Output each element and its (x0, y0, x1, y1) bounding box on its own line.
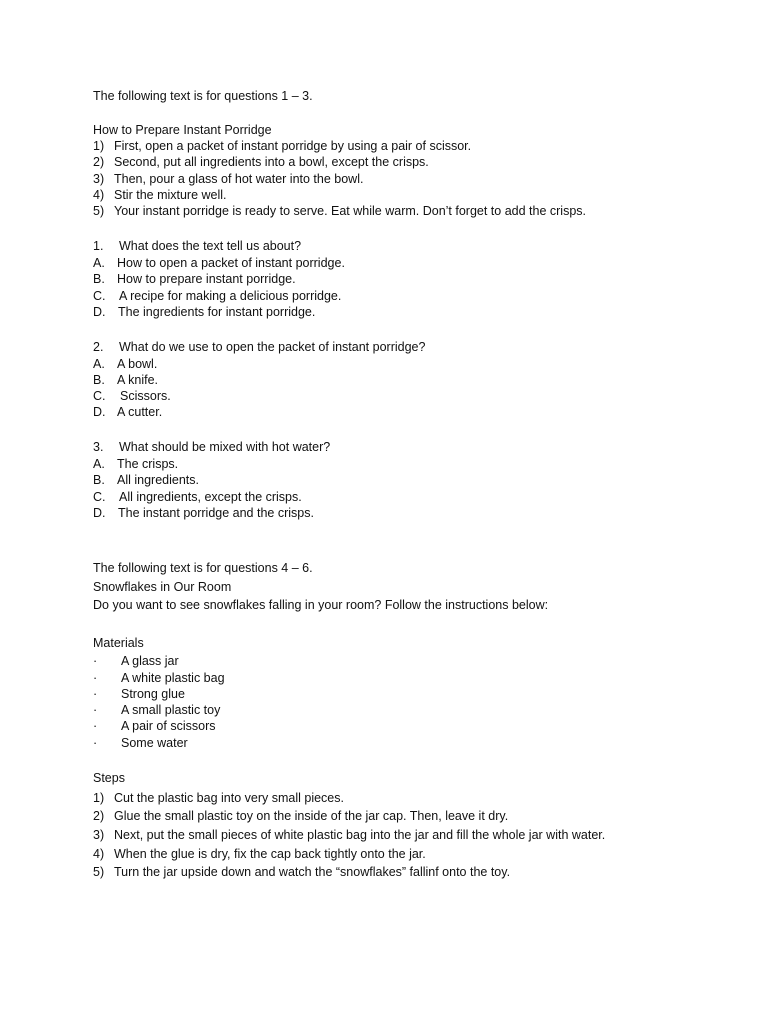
bullet-icon: · (93, 736, 98, 750)
instruction-step (93, 790, 344, 806)
step-text: When the glue is dry, fix the cap back tightly onto the jar. (114, 847, 426, 861)
option-letter: D. (93, 405, 106, 419)
option-letter: B. (93, 272, 105, 286)
option-letter: D. (93, 506, 106, 520)
answer-option[interactable] (93, 472, 199, 488)
option-text: A recipe for making a delicious porridge. (119, 289, 342, 303)
procedure-step (93, 187, 227, 203)
material-item (93, 702, 220, 718)
step-number: 5) (93, 865, 105, 879)
answer-option[interactable] (93, 356, 157, 372)
bullet-icon: · (93, 654, 98, 668)
step-text: Cut the plastic bag into very small pieces. (114, 791, 344, 805)
answer-option[interactable] (93, 304, 315, 320)
option-text: All ingredients, except the crisps. (119, 490, 302, 504)
step-number: 2) (93, 809, 105, 823)
answer-option[interactable] (93, 456, 178, 472)
option-letter: C. (93, 389, 106, 403)
step-number: 4) (93, 188, 105, 202)
step-number: 2) (93, 155, 105, 169)
question-text: What does the text tell us about? (119, 239, 302, 253)
option-letter: A. (93, 357, 105, 371)
procedure-step (93, 138, 471, 154)
instruction-step (93, 864, 510, 880)
step-text: Turn the jar upside down and watch the “snowflakes” fallinf onto the toy. (114, 865, 511, 879)
option-text: How to open a packet of instant porridge. (117, 256, 345, 270)
question-number: 2. (93, 340, 104, 354)
material-item (93, 653, 179, 669)
materials-heading: Materials (93, 636, 144, 650)
answer-option[interactable] (93, 288, 341, 304)
step-text: Then, pour a glass of hot water into the bowl. (114, 172, 364, 186)
answer-option[interactable] (93, 271, 296, 287)
question-text: What do we use to open the packet of instant porridge? (119, 340, 426, 354)
bullet-icon: · (93, 671, 98, 685)
step-number: 1) (93, 791, 105, 805)
step-text: Next, put the small pieces of white plastic bag into the jar and fill the whole jar with water. (114, 828, 606, 842)
instruction-step (93, 808, 508, 824)
question-number: 3. (93, 440, 104, 454)
answer-option[interactable] (93, 489, 302, 505)
instruction-step (93, 846, 426, 862)
step-number: 4) (93, 847, 105, 861)
steps-heading: Steps (93, 771, 125, 785)
question-text: What should be mixed with hot water? (119, 440, 331, 454)
step-text: First, open a packet of instant porridge by using a pair of scissor. (114, 139, 472, 153)
step-number: 3) (93, 172, 105, 186)
bullet-icon: · (93, 687, 98, 701)
step-number: 1) (93, 139, 105, 153)
option-letter: B. (93, 373, 105, 387)
material-item (93, 718, 215, 734)
answer-option[interactable] (93, 255, 345, 271)
procedure-step (93, 171, 363, 187)
option-letter: C. (93, 289, 106, 303)
material-text: A pair of scissors (121, 719, 216, 733)
step-text: Stir the mixture well. (114, 188, 227, 202)
option-letter: D. (93, 305, 106, 319)
material-text: Some water (121, 736, 188, 750)
option-letter: A. (93, 256, 105, 270)
instruction-step (93, 827, 605, 843)
section1-title: How to Prepare Instant Porridge (93, 123, 272, 137)
step-text: Second, put all ingredients into a bowl, except the crisps. (114, 155, 429, 169)
material-item (93, 735, 188, 751)
option-letter: C. (93, 490, 106, 504)
material-text: A glass jar (121, 654, 179, 668)
material-item (93, 670, 225, 686)
material-text: A white plastic bag (121, 671, 225, 685)
answer-option[interactable] (93, 388, 171, 404)
answer-option[interactable] (93, 372, 158, 388)
bullet-icon: · (93, 703, 98, 717)
option-letter: A. (93, 457, 105, 471)
step-text: Glue the small plastic toy on the inside of the jar cap. Then, leave it dry. (114, 809, 509, 823)
option-text: Scissors. (120, 389, 171, 403)
option-text: The crisps. (117, 457, 179, 471)
document-page (93, 0, 733, 1024)
section2-title: Snowflakes in Our Room (93, 580, 232, 594)
material-text: Strong glue (121, 687, 185, 701)
question-number: 1. (93, 239, 104, 253)
question-1 (93, 238, 301, 254)
procedure-step (93, 154, 429, 170)
material-text: A small plastic toy (121, 703, 221, 717)
option-text: How to prepare instant porridge. (117, 272, 296, 286)
step-number: 5) (93, 204, 105, 218)
procedure-step (93, 203, 586, 219)
option-letter: B. (93, 473, 105, 487)
section2-intro: The following text is for questions 4 – 6. (93, 561, 313, 575)
step-text: Your instant porridge is ready to serve. Eat while warm. Don’t forget to add the crisps. (114, 204, 586, 218)
bullet-icon: · (93, 719, 98, 733)
option-text: A bowl. (117, 357, 158, 371)
step-number: 3) (93, 828, 105, 842)
question-2 (93, 339, 425, 355)
option-text: A knife. (117, 373, 158, 387)
option-text: All ingredients. (117, 473, 199, 487)
question-3 (93, 439, 330, 455)
answer-option[interactable] (93, 505, 314, 521)
section2-subtitle: Do you want to see snowflakes falling in your room? Follow the instructions below: (93, 598, 549, 612)
option-text: The ingredients for instant porridge. (118, 305, 316, 319)
answer-option[interactable] (93, 404, 162, 420)
option-text: A cutter. (117, 405, 163, 419)
section1-intro: The following text is for questions 1 – 3. (93, 89, 313, 103)
option-text: The instant porridge and the crisps. (118, 506, 314, 520)
material-item (93, 686, 185, 702)
